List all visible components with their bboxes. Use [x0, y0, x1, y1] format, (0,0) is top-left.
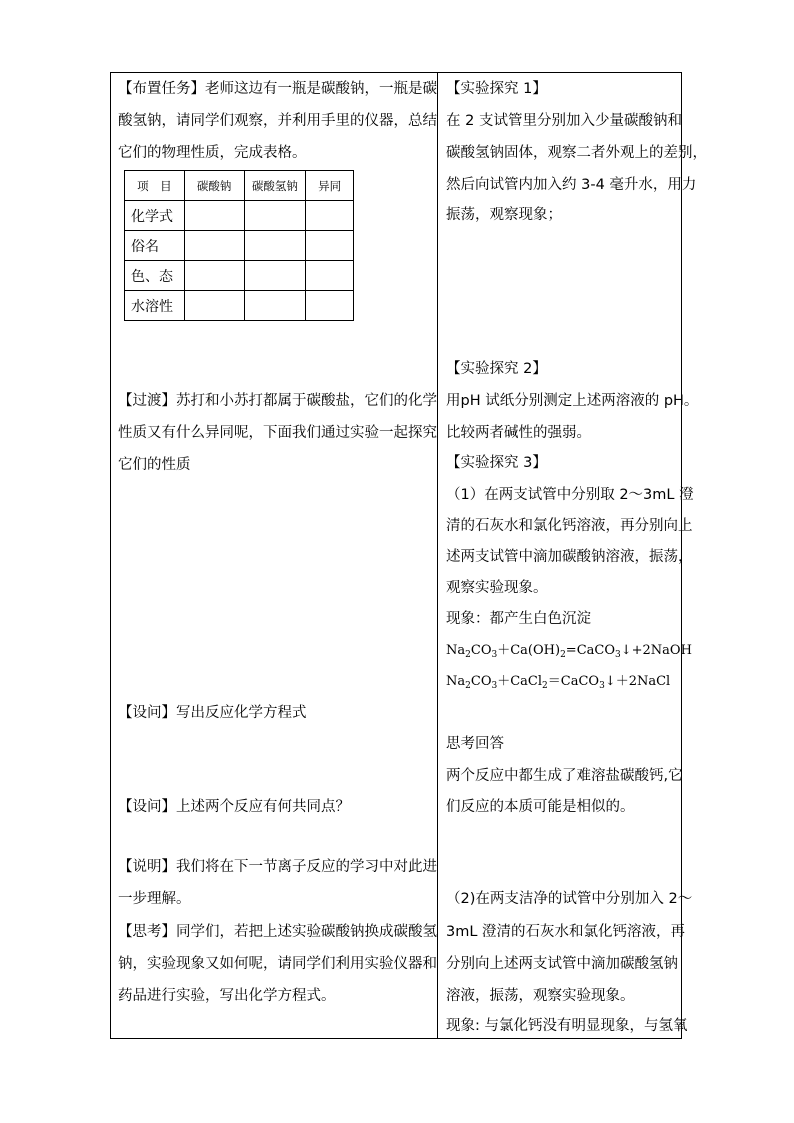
empty-cell[interactable] — [244, 231, 306, 261]
exp1-line: 在 2 支试管里分别加入少量碳酸钠和 — [446, 113, 682, 129]
answer-line: 们反应的本质可能是相似的。 — [446, 799, 635, 815]
properties-table — [124, 170, 354, 321]
empty-cell[interactable] — [306, 231, 354, 261]
task-line-2: 酸氢钠，请同学们观察，并利用手里的仪器，总结 — [118, 113, 437, 129]
row-label: 水溶性 — [125, 291, 185, 321]
exp3-line: 观察实验现象。 — [446, 580, 548, 596]
empty-cell[interactable] — [244, 291, 306, 321]
exp3-line: （1）在两支试管中分别取 2～3mL 澄 — [446, 487, 694, 503]
table-row — [125, 291, 354, 321]
empty-cell[interactable] — [306, 291, 354, 321]
table-row — [125, 261, 354, 291]
table-row — [125, 201, 354, 231]
task-line-3: 它们的物理性质，完成表格。 — [118, 145, 307, 161]
exp2-title: 【实验探究 2】 — [446, 361, 547, 377]
table-row — [125, 231, 354, 261]
task-line-1: 【布置任务】老师这边有一瓶是碳酸钠，一瓶是碳 — [118, 81, 437, 97]
exp1-line: 然后向试管内加入约 3-4 毫升水，用力 — [446, 177, 697, 193]
answer-line: 两个反应中都生成了难溶盐碳酸钙,它 — [446, 768, 683, 784]
question-equation: 【设问】写出反应化学方程式 — [118, 705, 307, 721]
empty-cell[interactable] — [184, 291, 244, 321]
explain-line-2: 一步理解。 — [118, 891, 191, 907]
exp3-title: 【实验探究 3】 — [446, 455, 547, 471]
phenomenon-text: 现象：都产生白色沉淀 — [446, 611, 591, 627]
explain-line-1: 【说明】我们将在下一节离子反应的学习中对此进 — [118, 859, 437, 875]
equation-2: $Na_2CO_3+CaCl_2=CaCO_3↓+2NaCl$ — [446, 674, 671, 691]
row-label: 化学式 — [125, 201, 185, 231]
row-label: 色、态 — [125, 261, 185, 291]
exp3b-line: 现象: 与氯化钙没有明显现象，与氢氧 — [446, 1018, 688, 1034]
empty-cell[interactable] — [306, 261, 354, 291]
exp3-line: 述两支试管中滴加碳酸钠溶液，振荡， — [446, 549, 693, 565]
exp3-line: 清的石灰水和氯化钙溶液，再分别向上 — [446, 518, 693, 534]
table-header: 碳酸钠 — [184, 171, 244, 201]
column-divider — [437, 73, 438, 1038]
exp2-line: 比较两者碱性的强弱。 — [446, 425, 591, 441]
empty-cell[interactable] — [244, 201, 306, 231]
empty-cell[interactable] — [184, 201, 244, 231]
transition-line-1: 【过渡】苏打和小苏打都属于碳酸盐，它们的化学 — [118, 393, 437, 409]
answer-title: 思考回答 — [446, 736, 504, 752]
exp3b-line: 3mL 澄清的石灰水和氯化钙溶液，再 — [446, 924, 686, 940]
think-line-3: 药品进行实验，写出化学方程式。 — [118, 988, 336, 1004]
table-header: 碳酸氢钠 — [244, 171, 306, 201]
empty-cell[interactable] — [184, 231, 244, 261]
transition-line-3: 它们的性质 — [118, 457, 191, 473]
empty-cell[interactable] — [184, 261, 244, 291]
exp1-title: 【实验探究 1】 — [446, 81, 547, 97]
equation-1: $Na_2CO_3+Ca(OH)_2=CaCO_3↓+2NaOH$ — [446, 643, 692, 660]
exp3b-line: （2)在两支洁净的试管中分别加入 2～ — [446, 891, 693, 907]
think-line-2: 钠，实验现象又如何呢，请同学们利用实验仪器和 — [118, 956, 437, 972]
exp3b-line: 分别向上述两支试管中滴加碳酸氢钠 — [446, 956, 678, 972]
exp2-line: 用pH 试纸分别测定上述两溶液的 pH。 — [446, 393, 699, 409]
exp1-line: 碳酸氢钠固体，观察二者外观上的差别， — [446, 145, 707, 161]
exp1-line: 振荡，观察现象； — [446, 207, 562, 223]
table-header: 项 目 — [125, 171, 185, 201]
table-header-row — [125, 171, 354, 201]
question-common: 【设问】上述两个反应有何共同点？ — [118, 799, 350, 815]
table-header: 异同 — [306, 171, 354, 201]
empty-cell[interactable] — [244, 261, 306, 291]
transition-line-2: 性质又有什么异同呢，下面我们通过实验一起探究 — [118, 425, 437, 441]
think-line-1: 【思考】同学们，若把上述实验碳酸钠换成碳酸氢 — [118, 924, 437, 940]
empty-cell[interactable] — [306, 201, 354, 231]
row-label: 俗名 — [125, 231, 185, 261]
exp3b-line: 溶液，振荡，观察实验现象。 — [446, 988, 635, 1004]
